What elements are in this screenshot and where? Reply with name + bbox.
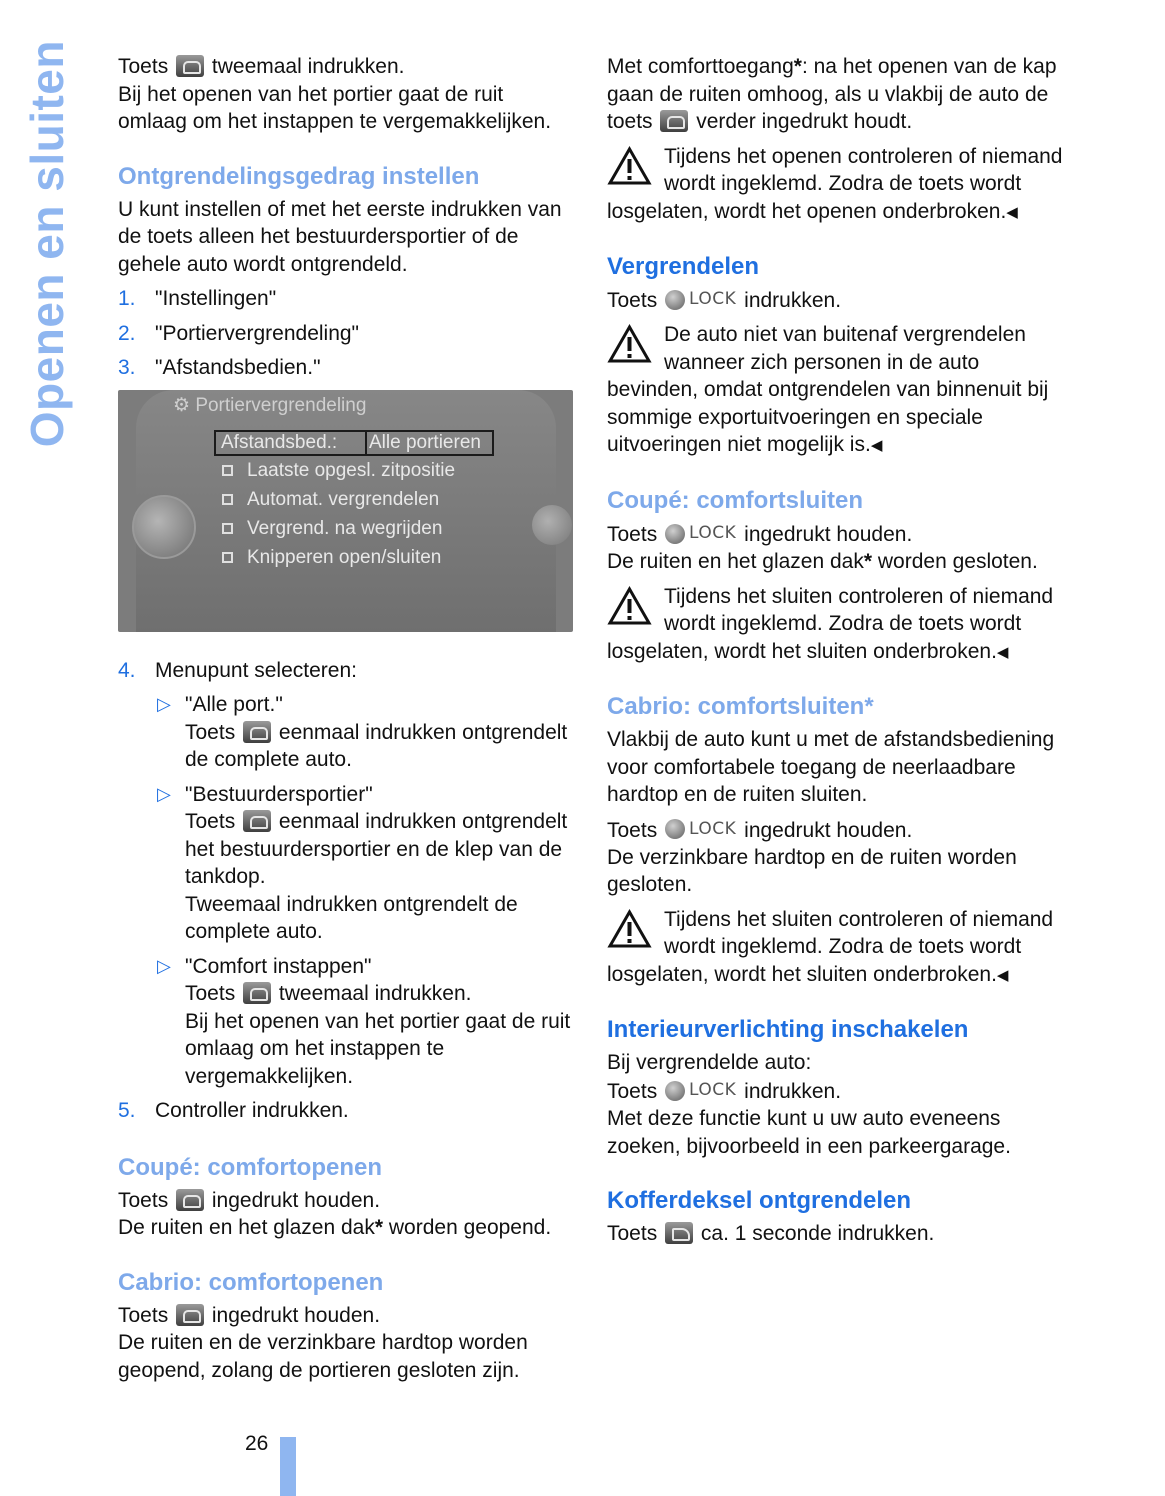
- remote-unlock-key-icon: [176, 1189, 204, 1211]
- intro-line: Toets tweemaal indrukken.: [118, 55, 405, 78]
- warning-triangle-icon: [607, 146, 652, 186]
- screen-option: Automat. vergrendelen: [222, 488, 439, 512]
- triangle-bullet-icon: ▷: [157, 783, 171, 804]
- heading-coupe-comfort-open: Coupé: comfortopenen: [118, 1153, 382, 1181]
- page-marker-bar: [280, 1437, 296, 1496]
- step-item: 2. "Portiervergrendeling": [118, 321, 360, 345]
- right-column: Met comforttoegang*: na het openen van de kap gaan de ruiten omhoog, als u vlakbij de auto de toets verder ingedrukt houdt. Tijdens het openen controleren of niemand wordt ingeklemd. Zodra de toets wordt losgelaten, wordt het openen onderbroken.◀ Vergrendelen Toets LOCK indrukken. De auto niet van buitenaf vergrendelen wanneer zich personen in de auto bevinden, omdat ontgrendelen van binnenuit bij sommige exportuitvoeringen en speciale uitvoeringen niet mogelijk is.◀ Coupé: comfortsluiten Toets LOCK ingedrukt houden. De ruiten en het glazen dak* worden gesloten. Tijdens het sluiten controleren of niemand wordt ingeklemd. Zodra de toets wordt losgelaten, wordt het sluiten onderbroken.◀ Cabrio: comfortsluiten* Vlakbij de auto kunt u met de afstandsbediening voor comfortabele toegang de neerlaadbare hardtop en de ruiten sluiten. Toets LOCK ingedrukt houden. De verzinkbare hardtop en de ruiten worden gesloten. Tijdens het sluiten controleren of niemand wordt ingeklemd. Zodra de toets wordt losgelaten, wordt het sluiten onderbroken.◀ Interieurverlichting inschakelen Bij vergrendelde auto: Toets LOCK indrukken. Met deze functie kunt u uw auto eveneens zoeken, bijvoorbeeld in een parkeergarage. Kofferdeksel ontgrendelen Toets ca. 1 seconde indrukken.: [607, 53, 1067, 1248]
- screen-selected-left: Afstandsbed.:: [221, 431, 338, 453]
- remote-unlock-key-icon: [176, 1304, 204, 1326]
- heading-coupe-comfort-close: Coupé: comfortsluiten: [607, 486, 863, 514]
- lock-key-icon: LOCK: [665, 1077, 736, 1105]
- heading-interior-light: Interieurverlichting inschakelen: [607, 1016, 969, 1044]
- screen-right-knob-icon: [532, 505, 572, 545]
- unlock-behavior-text: U kunt instellen of met het eerste indrukken van de toets alleen het bestuurdersportier of de gehele auto wordt ontgrendeld.: [118, 197, 562, 276]
- controller-knob-icon: [132, 495, 196, 559]
- remote-unlock-key-icon: [243, 721, 271, 743]
- heading-lock: Vergrendelen: [607, 253, 760, 280]
- lock-key-icon: LOCK: [665, 286, 736, 314]
- screen-title: ⚙ Portiervergrendeling: [173, 394, 367, 416]
- settings-steps: [118, 285, 573, 382]
- remote-unlock-key-icon: [243, 810, 271, 832]
- option-item: ▷ "Alle port." Toets eenmaal indrukken ontgrendelt de complete auto.: [157, 693, 568, 771]
- option-item: ▷ "Comfort instappen" Toets tweemaal indrukken. Bij het openen van het portier gaat de ruit omlaag om het instappen te vergemakkelijken.: [157, 954, 571, 1088]
- side-section-label: Openen en sluiten: [21, 40, 73, 448]
- warning-note: Tijdens het sluiten controleren of niemand wordt ingeklemd. Zodra de toets wordt losgelaten, wordt het sluiten onderbroken.◀: [607, 584, 1054, 663]
- triangle-bullet-icon: ▷: [157, 694, 171, 714]
- heading-cabrio-comfort-open: Cabrio: comfortopenen: [118, 1268, 384, 1296]
- page-number: 26: [245, 1432, 269, 1455]
- warning-triangle-icon: [607, 909, 652, 949]
- heading-trunk-unlock: Kofferdeksel ontgrendelen: [607, 1187, 912, 1214]
- screen-selected-right: Alle portieren: [369, 431, 481, 453]
- idrive-screen-image: [118, 390, 573, 632]
- left-column: Toets tweemaal indrukken. Bij het openen van het portier gaat de ruit omlaag om het instappen te vergemakkelijken. Ontgrendelingsgedrag instellen U kunt instellen of met het eerste indrukken van de toets alleen het bestuurdersportier of de gehele auto wordt ontgrendeld. 1. "Instellingen" 2. "Portiervergrendeling" 3. "Afstandsbedien." ⚙ Portiervergrendeling Afstandsbed.: Alle portieren Laatste opgesl. zitpositie Automat. vergrendelen Vergrend. na wegrijden Knipperen open/sluiten 4. Menupunt selecteren: ▷ "Alle port." Toets eenmaal indrukken ontgrendelt de complete auto. ▷ "Bestuurdersportier" Toets eenmaal indrukken ontgrendelt het bestuurdersportier en de klep van de tankdop. Tweemaal indrukken ontgrendelt de complete auto. ▷ "Comfort instappen" Toets tweemaal indrukken. Bij het openen van het portier gaat de ruit omlaag om het instappen te vergemakkelijken. 5. Controller indrukken. Coupé: comfortopenen Toets ingedrukt houden. De ruiten en het glazen dak* worden geopend. Cabrio: comfortopenen Toets ingedrukt houden. De ruiten en de verzinkbare hardtop worden geopend, zolang de portieren gesloten zijn.: [118, 53, 573, 1384]
- screen-option: Knipperen open/sluiten: [222, 546, 441, 570]
- remote-unlock-key-icon: [243, 982, 271, 1004]
- step-item: 1. "Instellingen": [118, 287, 277, 310]
- side-section-tab: [22, 40, 72, 460]
- warning-triangle-icon: [607, 324, 652, 364]
- warning-note: De auto niet van buitenaf vergrendelen wanneer zich personen in de auto bevinden, omdat ontgrendelen van binnenuit bij sommige exportuitvoeringen en speciale uitvoeringen niet mogelijk is.◀: [607, 323, 1049, 457]
- warning-note: Tijdens het sluiten controleren of niemand wordt ingeklemd. Zodra de toets wordt losgelaten, wordt het sluiten onderbroken.◀: [607, 907, 1054, 986]
- step-item: 3. "Afstandsbedien.": [118, 356, 321, 379]
- heading-unlock-behavior: Ontgrendelingsgedrag instellen: [118, 162, 480, 190]
- remote-unlock-key-icon: [660, 110, 688, 132]
- warning-note: Tijdens het openen controleren of niemand wordt ingeklemd. Zodra de toets wordt losgelaten, wordt het openen onderbroken.◀: [607, 144, 1063, 223]
- triangle-bullet-icon: ▷: [157, 955, 171, 976]
- trunk-key-icon: [665, 1222, 693, 1244]
- screen-option: Laatste opgesl. zitpositie: [222, 459, 455, 483]
- warning-triangle-icon: [607, 586, 652, 626]
- comfort-access-text: Met comforttoegang*: na het openen van de kap gaan de ruiten omhoog, als u vlakbij de auto de toets verder ingedrukt houdt.: [607, 55, 1057, 133]
- option-item: ▷ "Bestuurdersportier" Toets eenmaal indrukken ontgrendelt het bestuurdersportier en de klep van de tankdop. Tweemaal indrukken ontgrendelt de complete auto.: [157, 782, 568, 943]
- remote-unlock-key-icon: [176, 55, 204, 77]
- step-item: 4. Menupunt selecteren: ▷ "Alle port." Toets eenmaal indrukken ontgrendelt de complete auto. ▷ "Bestuurdersportier" Toets eenmaal indrukken ontgrendelt het bestuurdersportier en de klep van de tankdop. Tweemaal indrukken ontgrendelt de complete auto. ▷ "Comfort instappen" Toets tweemaal indrukken. Bij het openen van het portier gaat de ruit omlaag om het instappen te vergemakkelijken.: [118, 657, 573, 1091]
- heading-cabrio-comfort-close: Cabrio: comfortsluiten*: [607, 693, 874, 720]
- lock-key-icon: LOCK: [665, 520, 736, 548]
- option-list: [155, 691, 573, 1090]
- lock-key-icon: LOCK: [665, 816, 736, 844]
- screen-option: Vergrend. na wegrijden: [222, 517, 442, 541]
- select-steps: [118, 657, 573, 1125]
- intro-text: Bij het openen van het portier gaat de ruit omlaag om het instappen te vergemakkelijken.: [118, 82, 552, 133]
- step-item: 5. Controller indrukken.: [118, 1099, 349, 1122]
